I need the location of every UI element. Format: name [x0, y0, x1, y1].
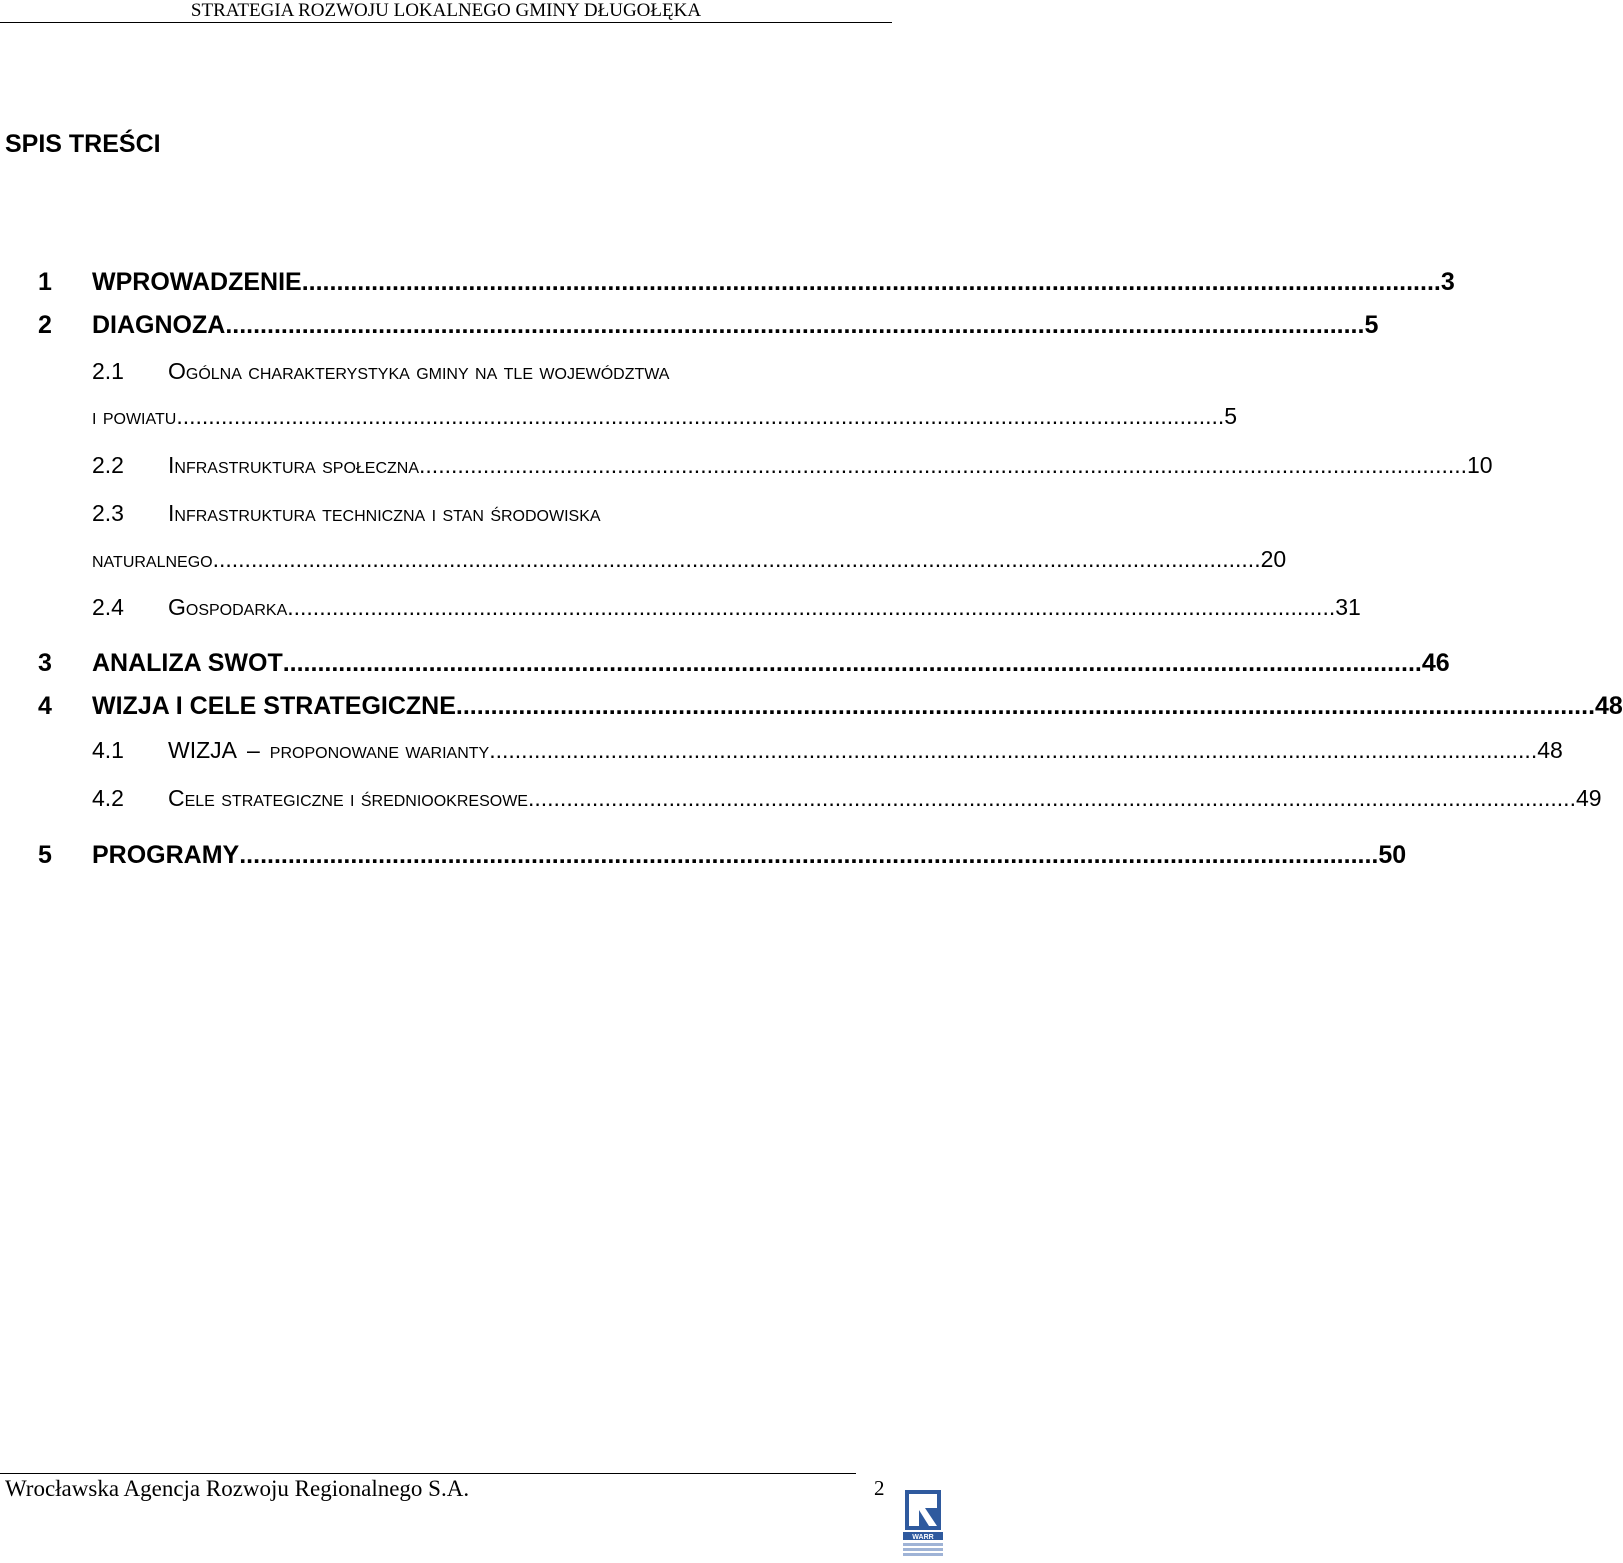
toc-leader: .................................................................................................................................................................... [287, 594, 1336, 620]
toc-leader: .................................................................................................................................................................... [301, 268, 1441, 296]
toc-title: ANALIZA SWOT [92, 649, 283, 677]
toc-title: DIAGNOZA [92, 311, 226, 339]
toc-number: 2.1 [92, 358, 124, 384]
toc-number: 3 [38, 649, 52, 677]
toc-title: Gospodarka [168, 594, 288, 620]
toc-title: Infrastruktura techniczna i stan środowiska [168, 500, 601, 526]
toc-page: 50 [1378, 841, 1407, 869]
toc-number: 2.4 [92, 594, 124, 620]
toc-number: 2.2 [92, 452, 124, 478]
toc-leader: .................................................................................................................................................................... [176, 403, 1225, 429]
toc-number: 2.3 [92, 500, 124, 526]
toc-title: WIZJA I CELE STRATEGICZNE [92, 692, 456, 720]
toc-leader: .................................................................................................................................................................... [527, 785, 1576, 811]
toc-leader: .................................................................................................................................................................... [225, 311, 1365, 339]
toc-dash: – [247, 737, 260, 763]
toc-title: Infrastruktura społeczna [168, 452, 420, 478]
toc-leader: .................................................................................................................................................................... [239, 841, 1379, 869]
toc-page: 10 [1467, 452, 1493, 478]
toc-page: 48 [1537, 737, 1563, 763]
toc-page: 49 [1575, 785, 1602, 811]
toc-leader: .................................................................................................................................................................... [212, 546, 1261, 572]
toc-page: 3 [1440, 268, 1455, 296]
toc-leader: .................................................................................................................................................................... [489, 737, 1538, 763]
page-header [0, 0, 892, 23]
toc-number: 5 [38, 841, 52, 869]
toc-leader: .................................................................................................................................................................... [455, 692, 1596, 720]
footer-text: Wrocławska Agencja Rozwoju Regionalnego S.A. [5, 1476, 470, 1501]
logo-text: WARR [912, 1534, 934, 1541]
header-title: STRATEGIA ROZWOJU LOKALNEGO GMINY DŁUGOŁĘKA [190, 0, 702, 21]
warr-logo-icon [899, 1488, 949, 1558]
toc-title: PROGRAMY [92, 841, 240, 869]
footer-divider [0, 1473, 856, 1474]
toc-page: 5 [1224, 403, 1238, 429]
toc-page: 31 [1335, 594, 1361, 620]
toc-page: 48 [1595, 692, 1623, 720]
toc-number: 4 [38, 692, 52, 720]
toc-leader: .................................................................................................................................................................... [419, 452, 1468, 478]
toc-number: 1 [38, 268, 52, 296]
toc-subtitle: proponowane warianty [269, 737, 490, 763]
toc-page: 5 [1364, 311, 1379, 339]
toc-number: 4.2 [92, 785, 124, 811]
toc-title-continuation: naturalnego [92, 546, 213, 572]
toc-number: 2 [38, 311, 52, 339]
toc-page: 46 [1421, 649, 1450, 677]
toc-heading: SPIS TREŚCI [5, 130, 161, 158]
toc-title-continuation: i powiatu [92, 403, 177, 429]
toc-page: 20 [1260, 546, 1287, 572]
toc-leader: .................................................................................................................................................................... [282, 649, 1422, 677]
toc-number: 4.1 [92, 737, 124, 763]
toc-title: Ogólna charakterystyka gminy na tle województwa [168, 358, 670, 384]
page-number: 2 [874, 1476, 885, 1500]
toc-title: Cele strategiczne i średniookresowe [168, 785, 528, 811]
toc-title: WPROWADZENIE [92, 268, 302, 296]
toc-title: WIZJA [168, 737, 237, 763]
